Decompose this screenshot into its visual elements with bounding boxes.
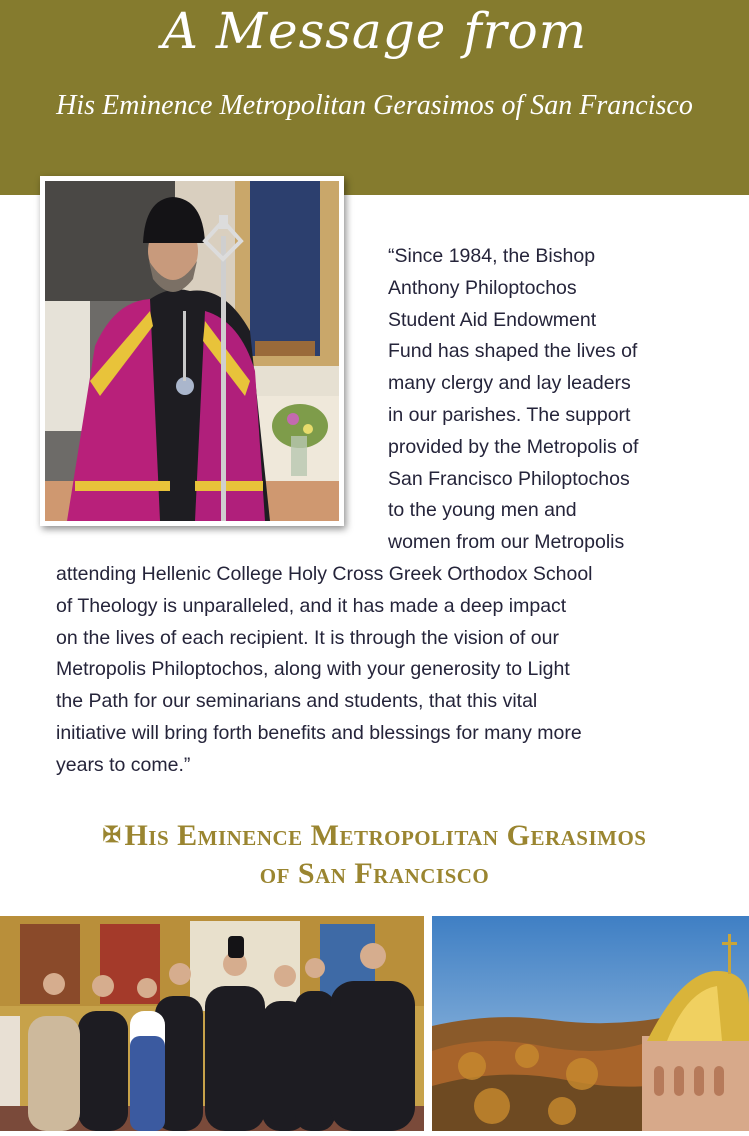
quote-line: attending Hellenic College Holy Cross Greek Orthodox School — [56, 563, 593, 585]
quote-lower — [56, 559, 736, 782]
header-banner — [0, 0, 749, 195]
quote-line: years to come.” — [56, 753, 191, 776]
quote-line: San Francisco Philoptochos — [388, 467, 630, 490]
quote-line: women from our Metropolis — [388, 531, 625, 554]
quote-line: Anthony Philoptochos — [388, 276, 577, 299]
quote-line: on the lives of each recipient. It is through the vision of our — [56, 626, 559, 649]
quote-line: Fund has shaped the lives of — [388, 340, 638, 363]
signature-line-2: of San Francisco — [259, 857, 490, 890]
quote-line: Student Aid Endowment — [388, 308, 597, 331]
quote-line: in our parishes. The support — [388, 403, 631, 426]
quote-line: to the young men and — [388, 499, 577, 522]
group-photo-illustration — [0, 916, 424, 1131]
signature-line-1 — [0, 816, 749, 855]
banner-subtitle: His Eminence Metropolitan Gerasimos of San Francisco — [56, 90, 693, 121]
campus-photo — [432, 916, 749, 1131]
quote-line: “Since 1984, the Bishop — [388, 245, 596, 267]
portrait-photo — [40, 176, 344, 526]
signature — [0, 816, 749, 893]
quote-upper — [388, 241, 718, 559]
quote-line: of Theology is unparalleled, and it has made a deep impact — [56, 594, 567, 617]
cross-icon: ✠ — [102, 822, 122, 847]
group-photo — [0, 916, 424, 1131]
portrait-illustration — [45, 181, 339, 521]
quote-line: Metropolis Philoptochos, along with your generosity to Light — [56, 658, 570, 681]
quote-line: many clergy and lay leaders — [388, 372, 631, 395]
signature-text: His Eminence Metropolitan Gerasimos — [124, 819, 647, 852]
campus-photo-illustration — [432, 916, 749, 1131]
quote-line: initiative will bring forth benefits and blessings for many more — [56, 721, 582, 744]
quote-line: provided by the Metropolis of — [388, 435, 639, 458]
banner-title: A Message from — [161, 2, 588, 60]
quote-line: the Path for our seminarians and students, that this vital — [56, 690, 538, 713]
